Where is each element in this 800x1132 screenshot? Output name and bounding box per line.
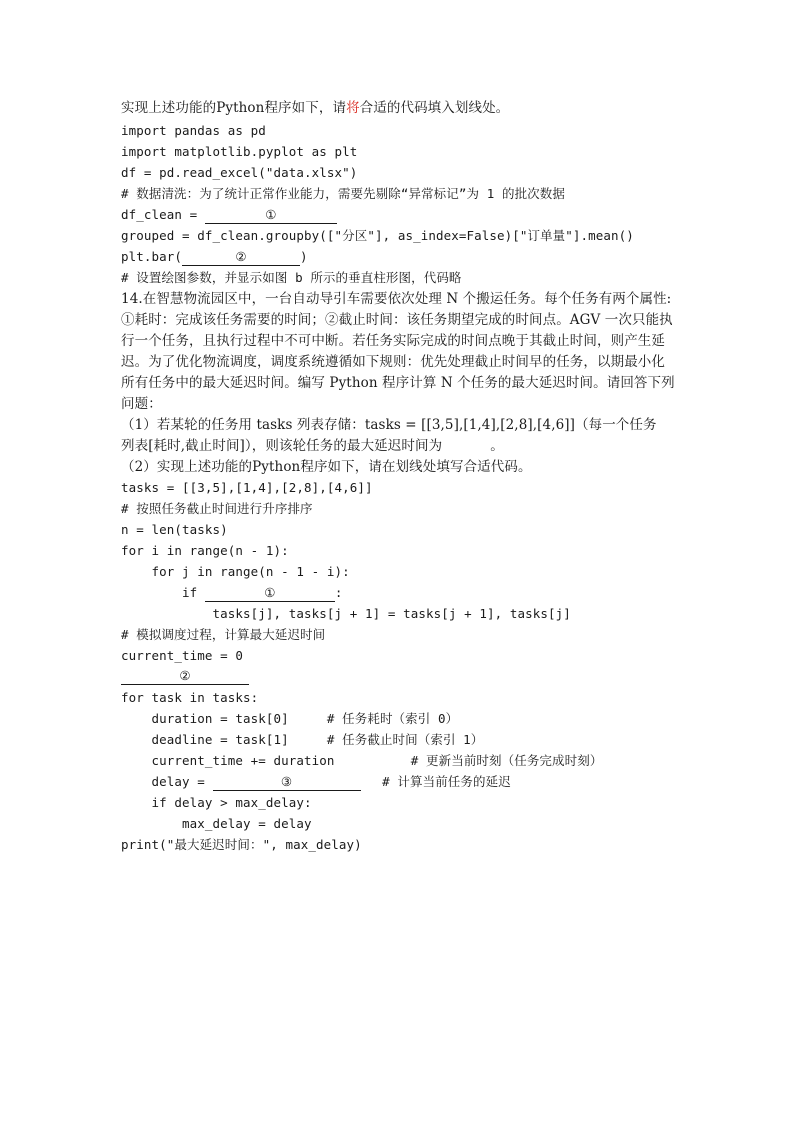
code-read-excel: df = pd.read_excel("data.xlsx") (121, 165, 358, 180)
code-current-time-add: current_time += duration # 更新当前时刻（任务完成时刻） (121, 753, 603, 768)
intro-text: 实现上述功能的Python程序如下，请 (121, 100, 347, 116)
code-for-i: for i in range(n - 1): (121, 543, 289, 558)
answer-blank-2[interactable]: ② (182, 248, 300, 266)
code-comment-simulate: # 模拟调度过程，计算最大延迟时间 (121, 627, 326, 642)
code-grouped: grouped = df_clean.groupby(["分区"], as_index=False)["订单量"].mean() (121, 228, 634, 243)
question-14-line6: 问题： (121, 396, 162, 412)
df-clean-prefix: df_clean = (121, 207, 205, 222)
code-deadline: deadline = task[1] # 任务截止时间（索引 1） (121, 732, 484, 747)
intro-text-end: 合适的代码填入划线处。 (359, 100, 510, 116)
if-suffix: : (334, 585, 343, 600)
subquestion-1-line2 (121, 436, 504, 456)
subquestion-1-line1: （1）若某轮的任务用 tasks 列表存储：tasks = [[3,5],[1,4],[2,8],[4,6]]（每一个任务 (121, 417, 657, 433)
code-import-matplotlib: import matplotlib.pyplot as plt (121, 144, 358, 159)
code-comment-sort: # 按照任务截止时间进行升序排序 (121, 501, 313, 516)
if-prefix: if (121, 585, 205, 600)
answer-blank-code-3[interactable]: ③ (213, 773, 361, 791)
code-comment-clean: # 数据清洗：为了统计正常作业能力，需要先剔除“异常标记”为 1 的批次数据 (121, 186, 565, 201)
subquestion-1-end: 。 (490, 438, 504, 454)
code-blank-line-2 (121, 666, 249, 686)
code-print: print("最大延迟时间：", max_delay) (121, 837, 362, 852)
code-n: n = len(tasks) (121, 522, 228, 537)
intro-line (121, 98, 509, 118)
delay-comment: # 计算当前任务的延迟 (374, 774, 511, 789)
plt-bar-suffix: ) (300, 249, 308, 264)
code-tasks: tasks = [[3,5],[1,4],[2,8],[4,6]] (121, 480, 373, 495)
code-if-delay: if delay > max_delay: (121, 795, 312, 810)
plt-bar-prefix: plt.bar( (121, 249, 183, 264)
code-import-pandas: import pandas as pd (121, 123, 266, 138)
code-if-compare (121, 583, 343, 603)
code-comment-plot: # 设置绘图参数，并显示如图 b 所示的垂直柱形图，代码略 (121, 270, 462, 285)
answer-blank-code-2[interactable]: ② (121, 667, 249, 685)
subquestion-2-line: （2）实现上述功能的Python程序如下，请在划线处填写合适代码。 (121, 459, 532, 475)
code-max-delay: max_delay = delay (121, 816, 312, 831)
answer-blank-1[interactable]: ① (205, 206, 337, 224)
code-swap: tasks[j], tasks[j + 1] = tasks[j + 1], tasks[j] (121, 606, 571, 621)
subquestion-1-text: 列表[耗时,截止时间]），则该轮任务的最大延迟时间为 (121, 438, 443, 454)
code-delay (121, 772, 511, 792)
intro-red-char: 将 (346, 100, 360, 116)
code-for-task: for task in tasks: (121, 690, 259, 705)
code-df-clean (121, 205, 337, 225)
code-duration: duration = task[0] # 任务耗时（索引 0） (121, 711, 459, 726)
delay-prefix: delay = (121, 774, 213, 789)
question-14-line2: ①耗时：完成该任务需要的时间；②截止时间：该任务期望完成的时间点。AGV 一次只能执 (121, 312, 673, 328)
code-plt-bar (121, 247, 308, 267)
code-for-j: for j in range(n - 1 - i): (121, 564, 350, 579)
question-14-line1: 14.在智慧物流园区中，一台自动导引车需要依次处理 N 个搬运任务。每个任务有两个属性: (121, 291, 672, 307)
question-14-line3: 行一个任务，且执行过程中不可中断。若任务实际完成的时间点晚于其截止时间，则产生延 (121, 333, 665, 349)
question-14-line5: 所有任务中的最大延迟时间。编写 Python 程序计算 N 个任务的最大延迟时间。请回答下列 (121, 375, 675, 391)
answer-blank-code-1[interactable]: ① (205, 584, 335, 602)
question-14-line4: 迟。为了优化物流调度，调度系统遵循如下规则：优先处理截止时间早的任务，以期最小化 (121, 354, 665, 370)
code-current-time: current_time = 0 (121, 648, 244, 663)
